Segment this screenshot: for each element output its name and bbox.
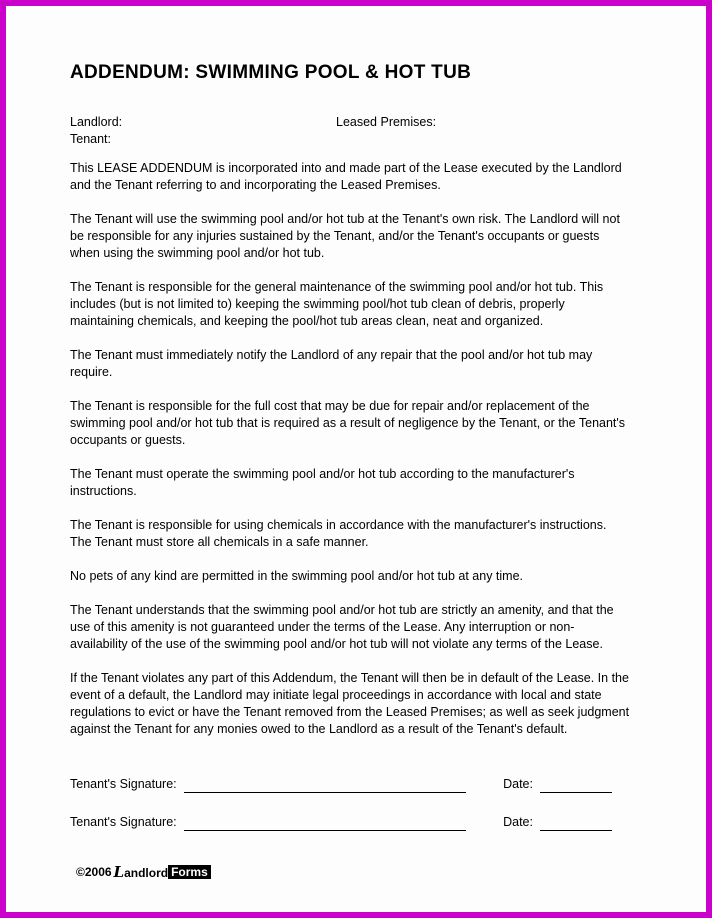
signature-line xyxy=(184,778,466,793)
signature-row xyxy=(70,814,630,831)
date-line xyxy=(540,778,612,793)
footer xyxy=(76,863,630,881)
paragraph: The Tenant is responsible for the general maintenance of the swimming pool and/or hot tub. This includes (but is not limited to) keeping the swimming pool/hot tub clean of debris, properly maintaining chemicals, and keeping the pool/hot tub areas clean, neat and organized. xyxy=(70,280,604,328)
paragraph: If the Tenant violates any part of this Addendum, the Tenant will then be in default of the Lease. In the event of a default, the Landlord may initiate legal proceedings in accordance with local and state regulations to evict or have the Tenant removed from the Leased Premises; as well as seek judgment against the Tenant for any monies owed to the Landlord as a result of the Tenant's default. xyxy=(70,671,630,736)
paragraph: The Tenant is responsible for using chemicals in accordance with the manufacturer's instructions. The Tenant must store all chemicals in a safe manner. xyxy=(70,518,607,549)
tenant-signature-label: Tenant's Signature: xyxy=(70,777,177,791)
signature-row xyxy=(70,776,630,793)
landlord-field-label: Landlord: xyxy=(70,115,123,129)
brand-forms-badge: Forms xyxy=(168,865,211,879)
paragraph: The Tenant must immediately notify the Landlord of any repair that the pool and/or hot tub may require. xyxy=(70,348,593,379)
header-fields xyxy=(70,114,630,148)
date-group xyxy=(503,814,612,831)
leased-premises-field-label: Leased Premises: xyxy=(336,115,437,129)
date-group xyxy=(503,776,612,793)
paragraph: The Tenant understands that the swimming pool and/or hot tub are strictly an amenity, and that the use of this amenity is not guaranteed under the terms of the Lease. Any interruption or non-availability of the use of the swimming pool and/or hot tub will not violate any terms of the Lease. xyxy=(70,603,614,651)
brand-landlord-logo: Landlord xyxy=(113,863,169,881)
date-label: Date: xyxy=(503,777,533,791)
tenant-field-label: Tenant: xyxy=(70,132,112,146)
tenant-signature-label: Tenant's Signature: xyxy=(70,815,177,829)
document-title: ADDENDUM: SWIMMING POOL & HOT TUB xyxy=(70,62,472,83)
copyright-year: ©2006 xyxy=(76,865,112,879)
paragraph: The Tenant must operate the swimming pool and/or hot tub according to the manufacturer's instructions. xyxy=(70,467,575,498)
paragraph: The Tenant is responsible for the full cost that may be due for repair and/or replacement of the swimming pool and/or hot tub that is required as a result of negligence by the Tenant, or the Tenant's occupants or guests. xyxy=(70,399,626,447)
paragraph: The Tenant will use the swimming pool and/or hot tub at the Tenant's own risk. The Landlord will not be responsible for any injuries sustained by the Tenant, and/or the Tenant's occupants or guests when using the swimming pool and/or hot tub. xyxy=(70,212,620,260)
signature-section xyxy=(70,776,630,831)
paragraph: This LEASE ADDENDUM is incorporated into and made part of the Lease executed by the Landlord and the Tenant referring to and incorporating the Leased Premises. xyxy=(70,161,622,192)
paragraph: No pets of any kind are permitted in the swimming pool and/or hot tub at any time. xyxy=(70,569,524,583)
signature-line xyxy=(184,816,466,831)
date-label: Date: xyxy=(503,815,533,829)
document-body xyxy=(70,160,630,738)
date-line xyxy=(540,816,612,831)
